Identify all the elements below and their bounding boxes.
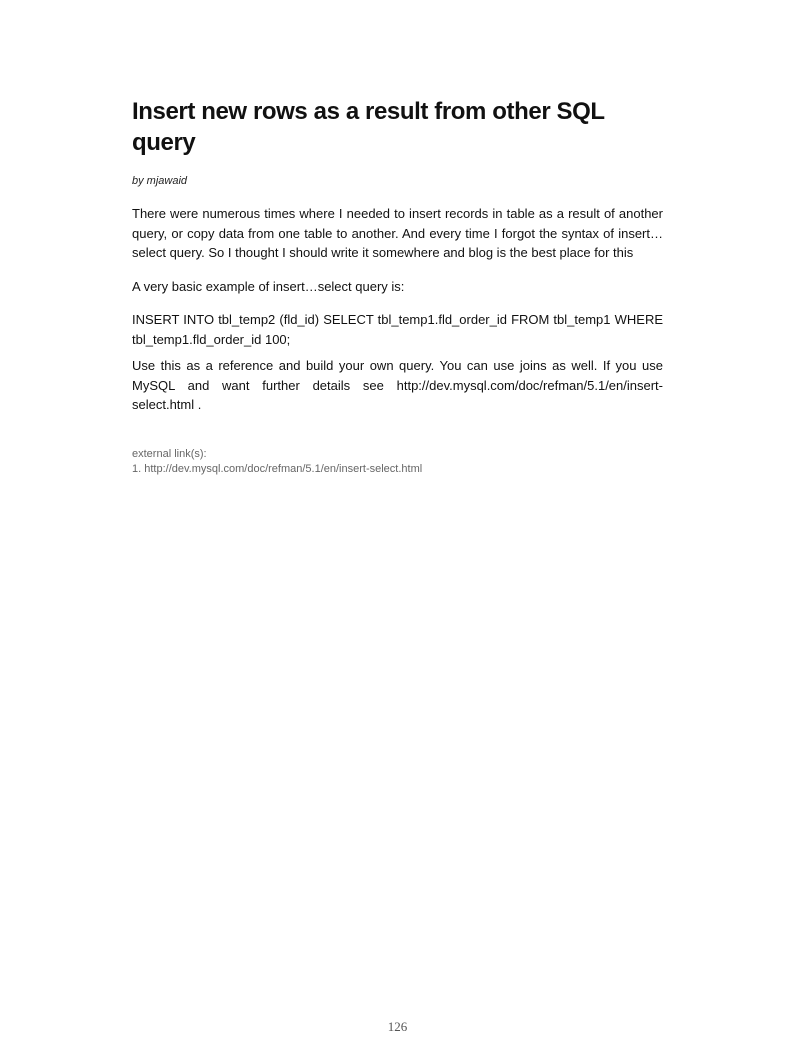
article xyxy=(132,96,663,477)
sql-example: INSERT INTO tbl_temp2 (fld_id) SELECT tbl_temp1.fld_order_id FROM tbl_temp1 WHERE tbl_temp1.fld_order_id 100; xyxy=(132,312,663,347)
article-title: Insert new rows as a result from other SQL query xyxy=(132,98,605,156)
page-number: 126 xyxy=(387,1019,408,1034)
article-byline: by mjawaid xyxy=(132,175,188,187)
external-links-heading: external link(s): xyxy=(132,447,207,460)
external-links xyxy=(132,447,663,477)
article-paragraph: A very basic example of insert…select query is: xyxy=(132,278,405,294)
article-paragraph: Use this as a reference and build your own query. You can use joins as well. If you use MySQL and want further details see http://dev.mysql.com/doc/refman/5.1/en/insert-select.html . xyxy=(132,358,663,412)
article-paragraph: There were numerous times where I needed to insert records in table as a result of another query, or copy data from one table to another. And every time I forgot the syntax of insert…select query. So I thought I should write it somewhere and blog is the best place for this xyxy=(132,206,663,260)
external-link-item[interactable]: 1. http://dev.mysql.com/doc/refman/5.1/en/insert-select.html xyxy=(132,462,423,475)
